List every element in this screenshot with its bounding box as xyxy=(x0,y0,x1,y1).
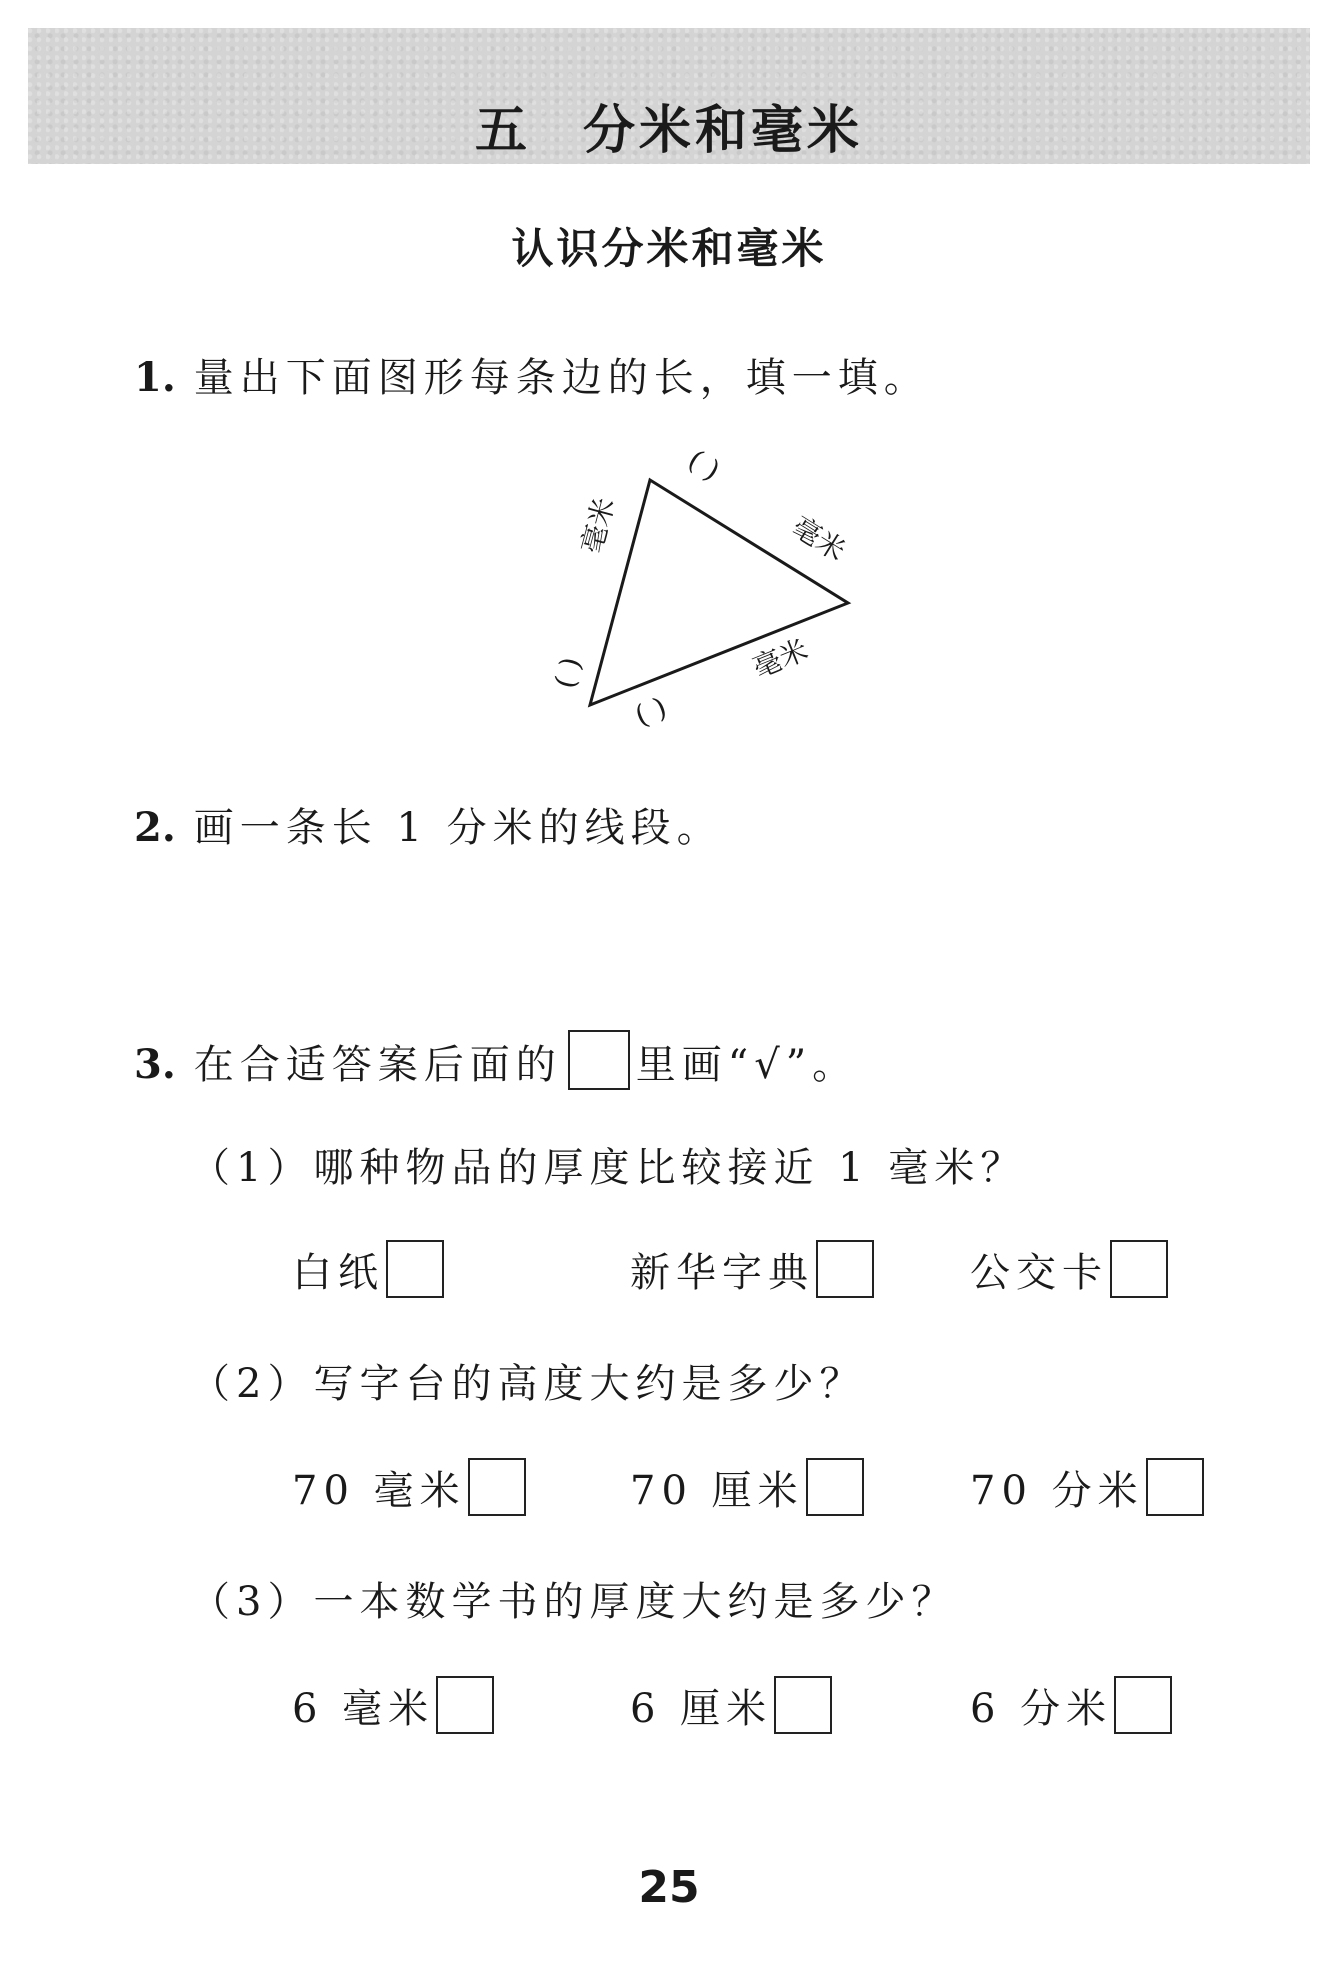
question-number: 2. xyxy=(134,804,176,851)
option-1-3 xyxy=(970,1240,1168,1298)
page-number: 25 xyxy=(638,1862,700,1913)
question-text: 画一条长 1 分米的线段。 xyxy=(193,805,723,851)
question-3 xyxy=(134,1030,858,1090)
option-label: 6 厘米 xyxy=(630,1685,773,1732)
answer-checkbox[interactable] xyxy=(1146,1458,1204,1516)
blank-bottom[interactable]: ( ) xyxy=(630,690,672,733)
subquestion-text: 写字台的高度大约是多少？ xyxy=(313,1361,866,1407)
option-label: 70 厘米 xyxy=(630,1467,804,1514)
subquestion-text: 一本数学书的厚度大约是多少？ xyxy=(313,1579,958,1625)
example-box xyxy=(568,1030,630,1090)
answer-checkbox[interactable] xyxy=(774,1676,832,1734)
option-1-2 xyxy=(630,1240,874,1298)
answer-checkbox[interactable] xyxy=(806,1458,864,1516)
option-label: 公交卡 xyxy=(970,1249,1108,1296)
question-number: 3. xyxy=(134,1041,176,1088)
answer-checkbox[interactable] xyxy=(386,1240,444,1298)
chapter-name: 分米和毫米 xyxy=(583,101,864,161)
answer-checkbox[interactable] xyxy=(436,1676,494,1734)
subquestion-label: （2） xyxy=(190,1361,314,1407)
answer-checkbox[interactable] xyxy=(816,1240,874,1298)
question-text-after: 里画“√”。 xyxy=(635,1042,859,1088)
question-text: 量出下面图形每条边的长，填一填。 xyxy=(193,355,930,401)
option-2-1 xyxy=(292,1458,526,1516)
option-label: 6 分米 xyxy=(970,1685,1113,1732)
chapter-number: 五 xyxy=(474,101,531,161)
unit-bottom: 毫米 xyxy=(748,632,813,685)
answer-checkbox[interactable] xyxy=(468,1458,526,1516)
question-2 xyxy=(134,796,723,853)
option-label: 6 毫米 xyxy=(292,1685,435,1732)
subquestion-label: （1） xyxy=(190,1145,314,1191)
option-1-1 xyxy=(292,1240,444,1298)
option-label: 白纸 xyxy=(292,1249,384,1296)
option-3-3 xyxy=(970,1676,1172,1734)
subquestion-label: （3） xyxy=(190,1579,314,1625)
unit-right: 毫米 xyxy=(786,509,852,568)
unit-left: 毫米 xyxy=(574,494,622,557)
subquestion-1 xyxy=(190,1136,1026,1193)
subquestion-text: 哪种物品的厚度比较接近 1 毫米？ xyxy=(313,1145,1027,1191)
section-title: 认识分米和毫米 xyxy=(511,224,827,273)
option-label: 新华字典 xyxy=(630,1249,814,1296)
answer-checkbox[interactable] xyxy=(1114,1676,1172,1734)
option-2-3 xyxy=(970,1458,1204,1516)
option-label: 70 毫米 xyxy=(292,1467,466,1514)
question-number: 1. xyxy=(134,354,176,401)
option-3-1 xyxy=(292,1676,494,1734)
answer-checkbox[interactable] xyxy=(1110,1240,1168,1298)
option-3-2 xyxy=(630,1676,832,1734)
option-2-2 xyxy=(630,1458,864,1516)
subquestion-3 xyxy=(190,1570,957,1627)
option-label: 70 分米 xyxy=(970,1467,1144,1514)
blank-left[interactable]: ( ) xyxy=(547,653,588,692)
question-text-before: 在合适答案后面的 xyxy=(193,1042,562,1088)
subquestion-2 xyxy=(190,1352,865,1409)
blank-right[interactable]: ( ) xyxy=(682,442,726,488)
